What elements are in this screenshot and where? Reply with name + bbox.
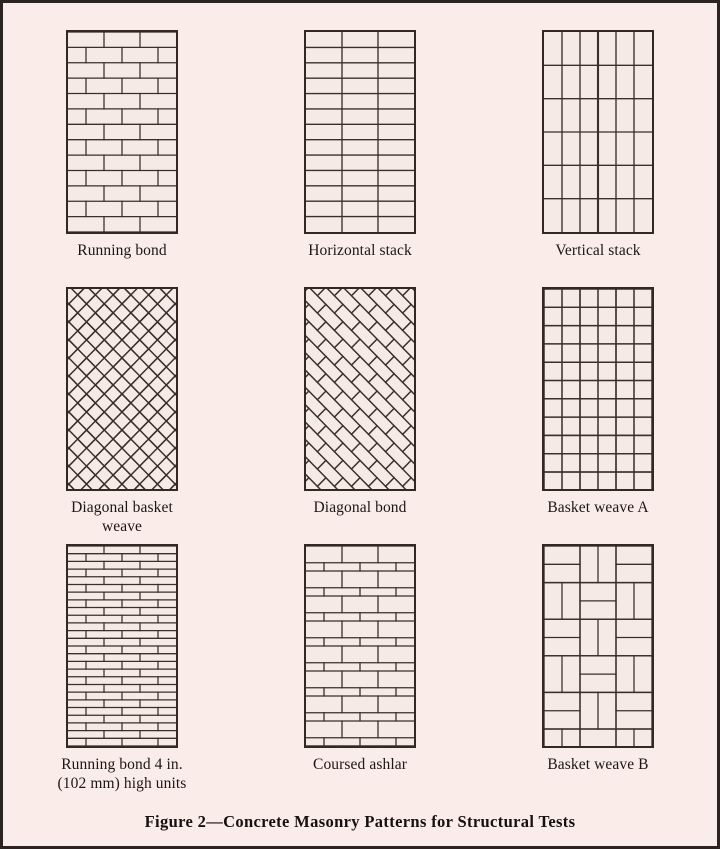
pattern-cell-vertical-stack [479,30,717,260]
pattern-panel-basket-weave-b [542,544,654,748]
pattern-grid [3,3,717,793]
pattern-label-line1: Basket weave B [547,756,649,773]
pattern-cell-basket-weave-b [479,544,717,774]
pattern-panel-running-bond [66,30,178,234]
pattern-cell-diagonal-bond [241,287,479,517]
pattern-label-horizontal-stack [241,241,479,260]
pattern-cell-diagonal-basket-weave [3,287,241,537]
pattern-label-basket-weave-b [479,755,717,774]
pattern-label-vertical-stack [479,241,717,260]
panel-wrap [542,544,654,748]
figure-caption: Figure 2—Concrete Masonry Patterns for Structural Tests [144,812,576,831]
pattern-panel-vertical-stack [542,30,654,234]
pattern-cell-horizontal-stack [241,30,479,260]
pattern-cell-basket-weave-a [479,287,717,517]
panel-wrap [66,287,178,491]
panel-wrap [304,287,416,491]
pattern-label-line1: Basket weave A [547,499,649,516]
pattern-panel-running-bond-4in [66,544,178,748]
pattern-label-line2: (102 mm) high units [57,775,187,793]
pattern-label-line1: Coursed ashlar [313,756,407,773]
pattern-label-basket-weave-a [479,498,717,517]
panel-wrap [304,30,416,234]
pattern-panel-basket-weave-a [542,287,654,491]
panel-wrap [542,30,654,234]
pattern-label-line1: Running bond 4 in. [61,756,183,773]
pattern-cell-running-bond [3,30,241,260]
pattern-panel-coursed-ashlar [304,544,416,748]
pattern-label-line1: Diagonal bond [313,499,407,516]
pattern-cell-running-bond-4in [3,544,241,794]
pattern-panel-diagonal-basket-weave [66,287,178,491]
pattern-cell-coursed-ashlar [241,544,479,774]
pattern-panel-horizontal-stack [304,30,416,234]
pattern-label-running-bond [3,241,241,260]
pattern-label-coursed-ashlar [241,755,479,774]
pattern-label-diagonal-bond [241,498,479,517]
pattern-label-line2: weave [101,518,143,536]
pattern-label-line1: Diagonal basket [71,499,173,516]
panel-wrap [304,544,416,748]
panel-wrap [66,544,178,748]
pattern-label-line1: Horizontal stack [308,242,412,259]
pattern-label-line1: Running bond [77,242,167,259]
panel-wrap [542,287,654,491]
pattern-panel-diagonal-bond [304,287,416,491]
pattern-label-line1: Vertical stack [555,242,641,259]
pattern-label-diagonal-basket-weave [3,498,241,537]
panel-wrap [66,30,178,234]
pattern-label-running-bond-4in [3,755,241,794]
